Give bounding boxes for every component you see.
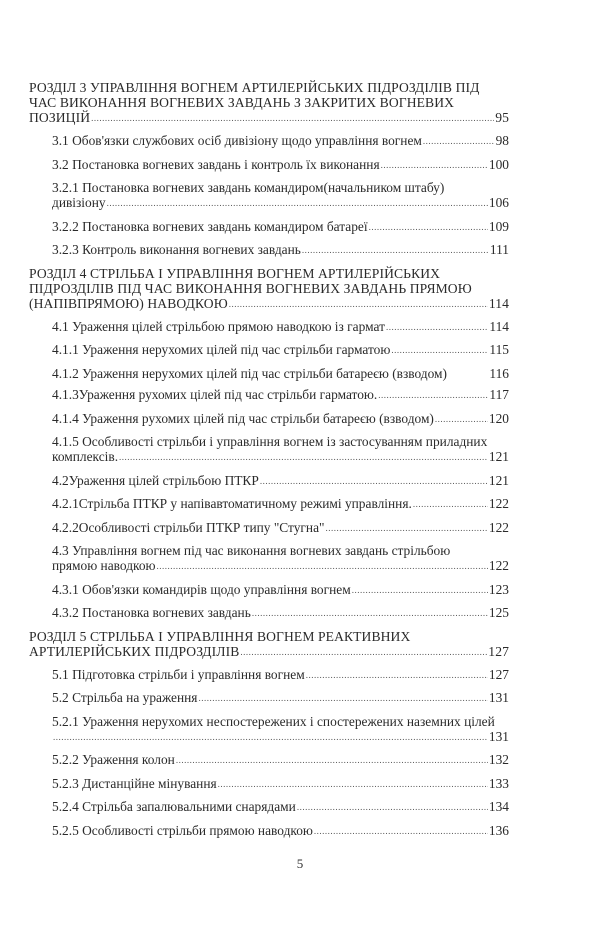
toc-entry-last-line [52,449,509,466]
toc-entry-title-lines [29,629,509,644]
toc-entry-last-line [52,752,509,769]
toc-entry-title: 5.2 Стрільба на ураження [52,690,198,705]
toc-page-number: 133 [488,775,509,791]
toc-entry-last-line [52,242,509,259]
toc-page-number: 106 [488,195,509,210]
toc-page-number: 98 [495,133,509,148]
toc-section-entry[interactable] [29,520,509,537]
toc-entry-last-line [29,296,509,313]
toc-page-number: 111 [489,242,509,257]
toc-leader-dots [229,297,488,312]
toc-section-entry[interactable] [29,342,509,359]
toc-leader-dots [378,388,488,403]
toc-entry-last-line [52,411,509,428]
toc-entry-last-line [52,473,509,490]
toc-leader-dots [218,777,488,792]
toc-section-entry[interactable] [29,714,509,746]
toc-entry-title: (НАПІВПРЯМОЮ) НАВОДКОЮ [29,295,228,311]
toc-chapter-heading[interactable] [29,266,509,313]
toc-section-entry[interactable] [29,690,509,707]
toc-leader-dots [240,645,487,660]
toc-entry-title: 5.2.3 Дистанційне мінування [52,775,217,791]
toc-page-number: 122 [488,558,509,573]
toc-section-entry[interactable] [29,319,509,336]
toc-entry-last-line [52,157,509,174]
toc-entry-last-line [52,823,509,840]
toc-leader-dots [352,583,488,598]
toc-entry-title: 5.2.5 Особливості стрільби прямою наводкою [52,822,313,838]
toc-leader-dots [306,668,488,683]
toc-section-entry[interactable] [29,366,509,381]
toc-page-number: 116 [489,365,509,381]
toc-entry-last-line [29,644,509,661]
toc-page-number: 95 [495,110,509,125]
toc-page-number: 131 [488,690,509,705]
toc-page-number: 109 [488,218,509,234]
toc-page-number: 122 [488,519,509,535]
toc-leader-dots [326,521,488,536]
toc-entry-title-lines [52,543,509,558]
toc-entry-title-line: РОЗДІЛ 3 УПРАВЛІННЯ ВОГНЕМ АРТИЛЕРІЙСЬКИХ ПІДРОЗДІЛІВ ПІД [29,80,480,95]
toc-entry-title: 5.2.2 Ураження колон [52,752,175,767]
toc-chapter-heading[interactable] [29,80,509,127]
toc-entry-title: 5.2.4 Стрільба запалювальними снарядами [52,799,296,814]
toc-entry-title: 4.3.1 Обов'язки командирів щодо управління вогнем [52,581,351,597]
toc-section-entry[interactable] [29,543,509,575]
table-of-contents [29,80,509,846]
toc-entry-title: 4.1.1 Ураження нерухомих цілей під час стрільби гарматою [52,342,391,357]
toc-section-entry[interactable] [29,434,509,466]
toc-leader-dots [176,753,488,768]
toc-page-number: 100 [488,156,509,172]
toc-page-number: 120 [488,410,509,426]
toc-page-number: 115 [489,342,509,357]
toc-entry-title: 4.1.2 Ураження нерухомих цілей під час стрільби батареєю (взводом) [52,365,447,381]
toc-entry-title-lines [52,434,509,449]
toc-entry-title: 4.2.1Стрільба ПТКР у напівавтоматичному режимі управління. [52,496,412,511]
toc-leader-dots [157,559,488,574]
toc-entry-last-line [52,496,509,513]
toc-entry-title-line: ЧАС ВИКОНАННЯ ВОГНЕВИХ ЗАВДАНЬ З ЗАКРИТИХ ВОГНЕВИХ [29,95,455,110]
toc-entry-last-line [52,799,509,816]
toc-entry-title: 4.1.4 Ураження рухомих цілей під час стрільби батареєю (взводом) [52,410,434,426]
toc-leader-dots [381,158,488,173]
toc-section-entry[interactable] [29,823,509,840]
toc-entry-title: 3.1 Обов'язки службових осіб дивізіону щодо управління вогнем [52,133,422,148]
toc-entry-title: 4.1 Ураження цілей стрільбою прямою наводкою із гармат [52,318,385,334]
toc-section-entry[interactable] [29,133,509,150]
toc-page-number: 123 [488,581,509,597]
toc-leader-dots [252,606,488,621]
toc-entry-last-line [52,667,509,684]
toc-entry-last-line [52,366,509,381]
toc-entry-title-line: 4.1.5 Особливості стрільби і управління вогнем із застосуванням приладних [52,434,488,449]
toc-section-entry[interactable] [29,242,509,259]
toc-entry-last-line [52,195,509,212]
toc-leader-dots [314,824,488,839]
toc-entry-last-line [52,133,509,150]
toc-entry-title: 3.2 Постановка вогневих завдань і контроль їх виконання [52,156,380,172]
toc-entry-last-line [52,690,509,707]
toc-entry-title: 4.2.2Особливості стрільби ПТКР типу "Стугна" [52,519,325,535]
toc-entry-last-line [52,319,509,336]
toc-page-number: 132 [488,752,509,767]
toc-page-number: 121 [488,472,509,488]
toc-entry-title-line: ПІДРОЗДІЛІВ ПІД ЧАС ВИКОНАННЯ ВОГНЕВИХ ЗАВДАНЬ ПРЯМОЮ [29,280,472,296]
toc-leader-dots [369,220,488,235]
toc-entry-title-line: 4.3 Управління вогнем під час виконання вогневих завдань стрільбою [52,543,451,558]
toc-leader-dots [297,800,488,815]
toc-entry-title: прямою наводкою [52,558,156,573]
toc-chapter-heading[interactable] [29,629,509,661]
page-number: 5 [296,856,304,871]
toc-entry-title: 3.2.3 Контроль виконання вогневих завдань [52,242,301,257]
toc-entry-last-line [52,558,509,575]
toc-section-entry[interactable] [29,752,509,769]
toc-entry-title: 4.1.3Ураження рухомих цілей під час стрільби гарматою. [52,387,378,402]
toc-section-entry[interactable] [29,411,509,428]
toc-leader-dots [435,412,488,427]
toc-entry-last-line [52,342,509,359]
toc-leader-dots [413,497,488,512]
toc-leader-dots [91,111,494,126]
toc-section-entry[interactable] [29,776,509,793]
toc-page-number: 114 [489,318,509,334]
toc-leader-dots [198,691,487,706]
toc-entry-title-line: 5.2.1 Ураження нерухомих неспостережених і спостережених наземних цілей [52,713,495,729]
toc-entry-title: дивізіону [52,195,106,210]
toc-section-entry[interactable] [29,387,509,404]
toc-entry-title: 4.3.2 Постановка вогневих завдань [52,605,251,620]
toc-leader-dots [302,243,489,258]
toc-entry-title-line: РОЗДІЛ 4 СТРІЛЬБА І УПРАВЛІННЯ ВОГНЕМ АРТИЛЕРІЙСЬКИХ [29,265,441,281]
toc-entry-last-line [52,387,509,404]
toc-leader-dots [423,134,495,149]
toc-leader-dots [107,196,488,211]
toc-page-number: 121 [488,449,509,464]
toc-leader-dots [260,474,488,489]
toc-page-number: 114 [488,295,509,311]
toc-section-entry[interactable] [29,605,509,622]
toc-leader-dots [391,343,488,358]
toc-page-number: 127 [488,643,509,659]
toc-page-number: 134 [488,799,509,814]
toc-leader-dots [53,730,488,745]
toc-section-entry[interactable] [29,799,509,816]
toc-entry-last-line [52,520,509,537]
toc-page-number: 131 [488,728,509,744]
toc-entry-title: комплексів. [52,449,119,464]
toc-entry-title-line: 3.2.1 Постановка вогневих завдань командиром(начальником штабу) [52,180,445,195]
toc-entry-title: АРТИЛЕРІЙСЬКИХ ПІДРОЗДІЛІВ [29,643,240,659]
toc-entry-title-lines [29,80,509,110]
toc-entry-last-line [52,582,509,599]
toc-entry-last-line [29,110,509,127]
toc-entry-title: 4.2Ураження цілей стрільбою ПТКР [52,472,259,488]
toc-entry-last-line [52,219,509,236]
toc-page-number: 127 [488,666,509,682]
toc-section-entry[interactable] [29,667,509,684]
toc-section-entry[interactable] [29,582,509,599]
toc-section-entry[interactable] [29,180,509,212]
toc-entry-title: 3.2.2 Постановка вогневих завдань командиром батареї [52,218,368,234]
toc-entry-title: ПОЗИЦІЙ [29,110,91,125]
toc-entry-title-line: РОЗДІЛ 5 СТРІЛЬБА І УПРАВЛІННЯ ВОГНЕМ РЕАКТИВНИХ [29,628,411,644]
toc-entry-title-lines [52,180,509,195]
toc-entry-last-line [52,729,509,746]
toc-entry-last-line [52,776,509,793]
toc-leader-dots [119,450,488,465]
toc-section-entry[interactable] [29,473,509,490]
toc-entry-title-lines [52,714,509,729]
toc-section-entry[interactable] [29,157,509,174]
toc-page-number: 117 [489,387,509,402]
toc-entry-title: 5.1 Підготовка стрільби і управління вогнем [52,666,305,682]
toc-section-entry[interactable] [29,219,509,236]
toc-section-entry[interactable] [29,496,509,513]
toc-page-number: 122 [488,496,509,511]
toc-leader-dots [386,320,488,335]
toc-entry-title-lines [29,266,509,296]
toc-entry-last-line [52,605,509,622]
toc-page-number: 136 [488,822,509,838]
toc-page-number: 125 [488,605,509,620]
